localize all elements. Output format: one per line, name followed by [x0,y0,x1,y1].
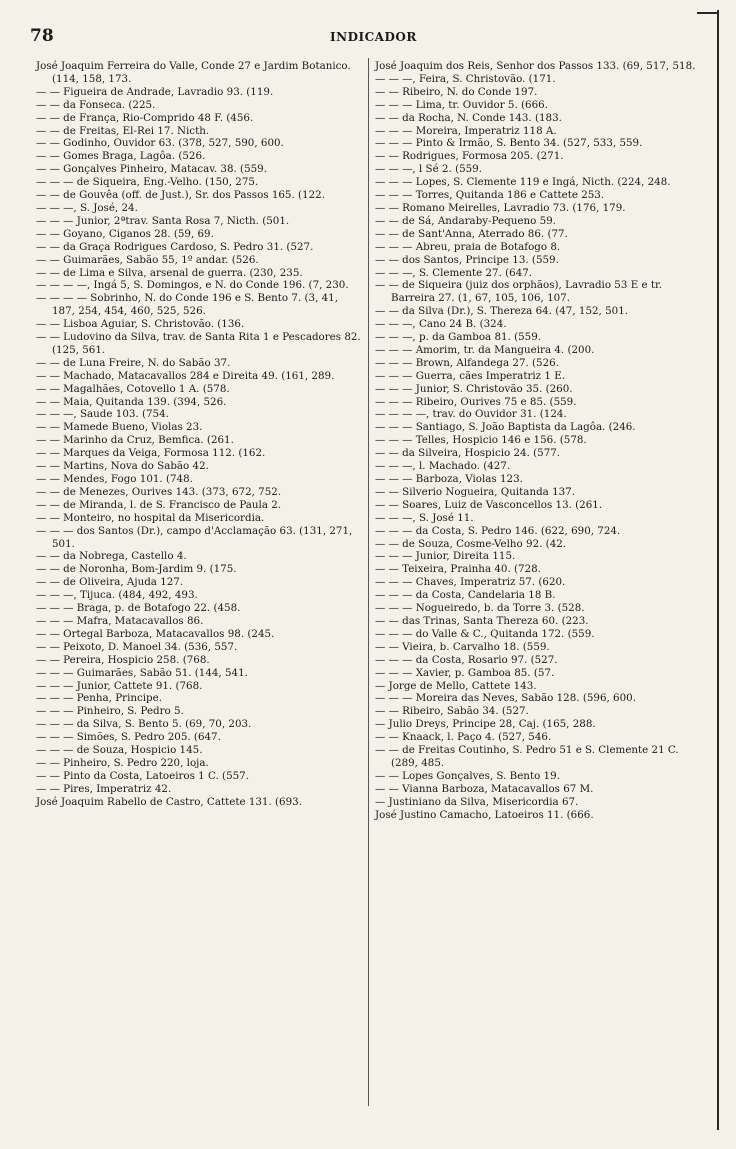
directory-entry: — — Mamede Bueno, Violas 23. [36,421,203,434]
directory-entry: — — Peixoto, D. Manoel 34. (536, 557. [36,640,238,653]
directory-entry: — — — —, Ingá 5, S. Domingos, e N. do Conde 196. (7, 230. [36,279,349,292]
directory-entry: — Julio Dreys, Principe 28, Caj. (165, 288. [375,718,596,731]
directory-entry: — — da Graça Rodrigues Cardoso, S. Pedro 31. (527. [36,240,314,253]
directory-column-left [36,60,363,809]
directory-entry: — — — de Souza, Hospicio 145. [36,744,203,757]
page-number: 78 [30,26,54,46]
directory-column-right [375,60,702,821]
directory-entry: — — de Freitas, El-Rei 17. Nicth. [36,124,210,137]
directory-entry: — Jorge de Mello, Cattete 143. [375,679,537,692]
directory-entry: — — — Junior, Direita 115. [375,550,516,563]
page-header [30,26,590,52]
directory-entry: — — —, S. José, 24. [36,201,138,214]
directory-entry: — — de Menezes, Ourives 143. (373, 672, 752. [36,485,282,498]
directory-entry: — — Gomes Braga, Lagôa. (526. [36,150,206,163]
directory-entry: — — —, Feira, S. Christovão. (171. [375,72,556,85]
directory-entry: — — Lisboa Aguiar, S. Christovão. (136. [36,318,245,331]
directory-entry: — — — Amorim, tr. da Mangueira 4. (200. [375,343,595,356]
directory-entry: — — — dos Santos (Dr.), campo d'Acclamação 63. (131, 271, 501. [36,524,353,550]
directory-entry: — — —, S. José 11. [375,511,474,524]
directory-entry: — — Soares, Luiz de Vasconcellos 13. (261. [375,498,603,511]
directory-entry: — — —, Saude 103. (754. [36,408,169,421]
margin-rule-vertical [717,10,719,1130]
directory-entry: José Joaquim Ferreira do Valle, Conde 27 e Jardim Botanico. (114, 158, 173. [36,60,351,85]
directory-entry: — — Monteiro, no hospital da Misericordia. [36,511,265,524]
directory-entry: — — Vianna Barboza, Matacavallos 67 M. [375,782,594,795]
directory-entry: — — Gonçalves Pinheiro, Matacav. 38. (559. [36,163,268,176]
directory-entry: — — — Ribeiro, Ourives 75 e 85. (559. [375,395,577,408]
directory-entry: — — de Sant'Anna, Aterrado 86. (77. [375,227,568,240]
directory-entry: — — — Moreira, Imperatriz 118 A. [375,124,557,137]
directory-entry: — — da Rocha, N. Conde 143. (183. [375,111,562,124]
directory-entry: — — — Braga, p. de Botafogo 22. (458. [36,602,241,615]
directory-entry: — — — Nogueiredo, b. da Torre 3. (528. [375,602,585,615]
directory-entry: — — — Junior, Cattete 91. (768. [36,679,203,692]
directory-entry: — — — Pinheiro, S. Pedro 5. [36,705,184,718]
directory-entry: — — Ludovino da Silva, trav. de Santa Rita 1 e Pescadores 82. (125, 561. [36,331,361,356]
directory-entry: — — de Souza, Cosme-Velho 92. (42. [375,537,567,550]
directory-entry: — — Vieira, b. Carvalho 18. (559. [375,640,550,653]
directory-entry: — — dos Santos, Principe 13. (559. [375,253,559,266]
column-divider [368,58,369,1106]
directory-entry: — — — Moreira das Neves, Sabão 128. (596, 600. [375,692,636,705]
directory-entry: — — — da Costa, Candelaria 18 B. [375,589,556,602]
directory-entry: — — — do Valle & C., Quitanda 172. (559. [375,627,595,640]
directory-entry: — — de França, Rio-Comprido 48 F. (456. [36,111,254,124]
margin-rule-horizontal [697,12,719,14]
directory-entry: — — de Lima e Silva, arsenal de guerra. (230, 235. [36,266,303,279]
directory-entry: — — Pinheiro, S. Pedro 220, loja. [36,756,209,769]
directory-entry: — — — Junior, S. Christovão 35. (260. [375,382,573,395]
directory-entry: — — — Mafra, Matacavallos 86. [36,614,204,627]
directory-entry: José Justino Camacho, Latoeiros 11. (666. [375,808,594,821]
directory-entry: — — de Siqueira (juiz dos orphãos), Lavradio 53 E e tr. Barreira 27. (1, 67, 105, 106, 107. [375,279,663,305]
directory-entry: — — — da Costa, Rosario 97. (527. [375,653,558,666]
directory-entry: — — Ribeiro, N. do Conde 197. [375,85,538,98]
directory-entry: — — da Silva (Dr.), S. Thereza 64. (47, 152, 501. [375,305,629,318]
directory-entry: — — — de Siqueira, Eng.-Velho. (150, 275. [36,176,259,189]
directory-entry: — — Teixeira, Prainha 40. (728. [375,563,541,576]
directory-entry: — — Marinho da Cruz, Bemfica. (261. [36,434,234,447]
directory-entry: — — — —, trav. do Ouvidor 31. (124. [375,408,567,421]
directory-entry: — — da Silveira, Hospicio 24. (577. [375,447,561,460]
directory-entry: — — — Lima, tr. Ouvidor 5. (666. [375,98,548,111]
directory-entry: — — de Oliveira, Ajuda 127. [36,576,184,589]
directory-entry: — — de Gouvêa (off. de Just.), Sr. dos Passos 165. (122. [36,189,325,202]
directory-entry: — — — Brown, Alfandega 27. (526. [375,356,559,369]
directory-entry: — — —, S. Clemente 27. (647. [375,266,533,279]
directory-entry: — — da Nobrega, Castello 4. [36,550,187,563]
directory-entry: — — — Abreu, praia de Botafogo 8. [375,240,561,253]
directory-entry: — — —, Cano 24 B. (324. [375,318,507,331]
directory-entry: — — —, l. Machado. (427. [375,460,511,473]
directory-entry: José Joaquim Rabello de Castro, Cattete 131. (693. [36,795,302,808]
directory-entry: — — Maia, Quitanda 139. (394, 526. [36,395,227,408]
directory-entry: — — de Luna Freire, N. do Sabão 37. [36,356,231,369]
directory-entry: — — — Lopes, S. Clemente 119 e Ingá, Nicth. (224, 248. [375,176,671,189]
directory-entry: — — Rodrigues, Formosa 205. (271. [375,150,564,163]
directory-entry: — — — Santiago, S. João Baptista da Lagôa. (246. [375,421,636,434]
directory-entry: — — de Miranda, l. de S. Francisco de Paula 2. [36,498,282,511]
directory-entry: José Joaquim dos Reis, Senhor dos Passos 133. (69, 517, 518. [375,60,696,72]
directory-entry: — — Ribeiro, Sabão 34. (527. [375,705,529,718]
directory-entry: — — —, Tijuca. (484, 492, 493. [36,589,198,602]
directory-entry: — — —, l Sé 2. (559. [375,163,483,176]
directory-entry: — — de Freitas Coutinho, S. Pedro 51 e S. Clemente 21 C. (289, 485. [375,744,679,769]
directory-entry: — — Guimarães, Sabão 55, 1º andar. (526. [36,253,259,266]
directory-entry: — — — Torres, Quitanda 186 e Cattete 253. [375,189,605,202]
running-title: INDICADOR [330,30,417,44]
directory-entry: — — Silverio Nogueira, Quitanda 137. [375,485,576,498]
directory-entry: — — da Fonseca. (225. [36,98,156,111]
directory-entry: — — — Guimarães, Sabão 51. (144, 541. [36,666,248,679]
directory-entry: — — — Junior, 2ªtrav. Santa Rosa 7, Nicth. (501. [36,214,290,227]
directory-entry: — — — da Costa, S. Pedro 146. (622, 690, 724. [375,524,621,537]
directory-entry: — — Lopes Gonçalves, S. Bento 19. [375,769,560,782]
directory-entry: — — — Barboza, Violas 123. [375,473,523,485]
directory-entry: — — Machado, Matacavallos 284 e Direita 49. (161, 289. [36,369,335,382]
directory-entry: — — — Telles, Hospicio 146 e 156. (578. [375,434,587,447]
directory-entry: — — Pinto da Costa, Latoeiros 1 C. (557. [36,769,249,782]
directory-entry: — — Martins, Nova do Sabão 42. [36,460,209,473]
directory-entry: — — das Trinas, Santa Thereza 60. (223. [375,614,589,627]
directory-entry: — — Romano Meirelles, Lavradio 73. (176, 179. [375,201,626,214]
directory-entry: — — Magalhães, Cotovello 1 A. (578. [36,382,230,395]
directory-entry: — — — da Silva, S. Bento 5. (69, 70, 203. [36,718,252,731]
directory-entry: — — — Penha, Principe. [36,692,163,705]
directory-entry: — — Pires, Imperatriz 42. [36,782,172,795]
directory-entry: — — de Sá, Andaraby-Pequeno 59. [375,214,556,227]
directory-entry: — — Marques da Veiga, Formosa 112. (162. [36,447,266,460]
directory-entry: — — Ortegal Barboza, Matacavallos 98. (245. [36,627,275,640]
directory-entry: — Justiniano da Silva, Misericordia 67. [375,795,579,808]
directory-entry: — — — — Sobrinho, N. do Conde 196 e S. Bento 7. (3, 41, 187, 254, 454, 460, 525, 526. [36,292,338,318]
directory-entry: — — — Pinto & Irmão, S. Bento 34. (527, 533, 559. [375,137,643,150]
directory-entry: — — Pereira, Hospicio 258. (768. [36,653,210,666]
directory-entry: — — — Simões, S. Pedro 205. (647. [36,731,221,744]
directory-entry: — — — Guerra, cães Imperatriz 1 E. [375,369,565,382]
directory-entry: — — Mendes, Fogo 101. (748. [36,473,193,485]
directory-entry: — — Knaack, l. Paço 4. (527, 546. [375,731,552,744]
directory-entry: — — Figueira de Andrade, Lavradio 93. (119. [36,85,274,98]
directory-entry: — — — Xavier, p. Gamboa 85. (57. [375,666,555,679]
directory-entry: — — —, p. da Gamboa 81. (559. [375,331,542,344]
directory-entry: — — Godinho, Ouvidor 63. (378, 527, 590, 600. [36,137,284,150]
directory-entry: — — Goyano, Ciganos 28. (59, 69. [36,227,214,240]
directory-entry: — — de Noronha, Bom-Jardim 9. (175. [36,563,237,576]
directory-entry: — — — Chaves, Imperatriz 57. (620. [375,576,566,589]
